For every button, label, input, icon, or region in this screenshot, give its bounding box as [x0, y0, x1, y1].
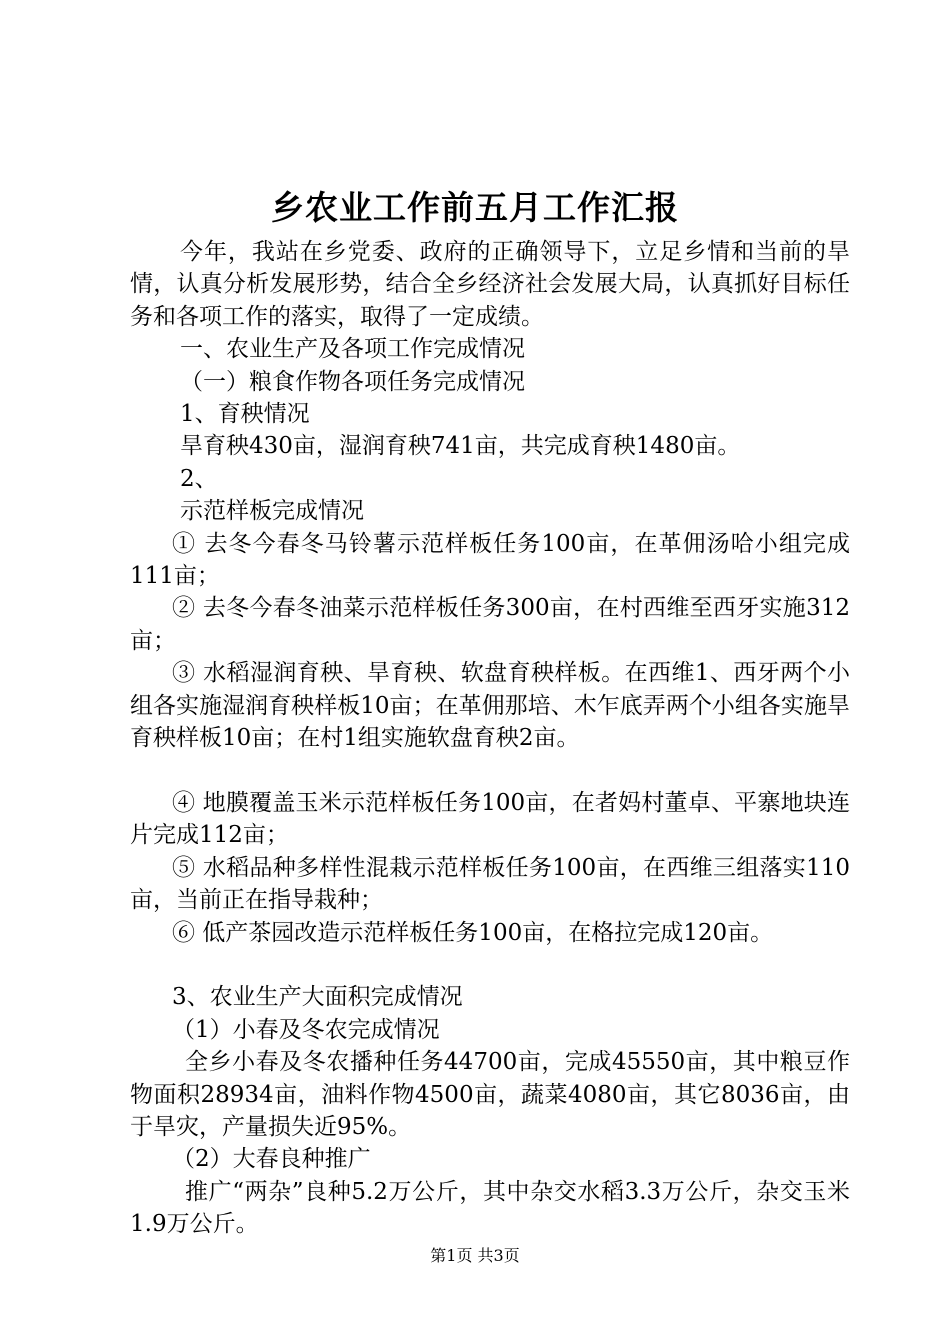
intro-paragraph: 今年，我站在乡党委、政府的正确领导下，立足乡情和当前的旱情，认真分析发展形势，结合全乡经济社会发展大局，认真抓好目标任务和各项工作的落实，取得了一定成绩。 — [130, 239, 850, 330]
item-heading: 1、育秧情况 — [180, 401, 310, 428]
item-heading: 示范样板完成情况 — [180, 498, 364, 525]
list-item: ③ 水稻湿润育秧、旱育秧、软盘育秧样板。在西维1、西牙两个小组各实施湿润育秧样板10亩；在革佣那培、木乍底弄两个小组各实施旱育秧样板10亩；在村1组实施软盘育秧2亩。 — [130, 660, 850, 752]
document-body — [130, 236, 850, 1241]
item-heading: 2、 — [180, 465, 218, 492]
document-title: 乡农业工作前五月工作汇报 — [271, 188, 679, 227]
body-paragraph: 旱育秧430亩，湿润育秧741亩，共完成育秧1480亩。 — [180, 433, 741, 460]
subitem-heading: （1）小春及冬农完成情况 — [172, 1016, 440, 1043]
paragraph-spacer — [130, 755, 850, 787]
subitem-heading: （2）大春良种推广 — [172, 1146, 371, 1173]
subsection-heading: （一）粮食作物各项任务完成情况 — [180, 368, 525, 395]
list-item: ② 去冬今春冬油菜示范样板任务300亩，在村西维至西牙实施312亩； — [130, 595, 850, 654]
body-paragraph: 推广“两杂”良种5.2万公斤，其中杂交水稻3.3万公斤，杂交玉米1.9万公斤。 — [130, 1178, 850, 1238]
list-item: ① 去冬今春冬马铃薯示范样板任务100亩，在革佣汤哈小组完成111亩； — [130, 530, 850, 590]
body-paragraph: 全乡小春及冬农播种任务44700亩，完成45550亩，其中粮豆作物面积28934亩，油料作物4500亩，蔬菜4080亩，其它8036亩，由于旱灾，产量损失近95%。 — [130, 1049, 850, 1140]
list-item: ⑥ 低产茶园改造示范样板任务100亩，在格拉完成120亩。 — [172, 919, 774, 946]
paragraph-spacer — [130, 949, 850, 981]
page-footer: 第1页 共3页 — [430, 1246, 520, 1265]
section-heading: 一、农业生产及各项工作完成情况 — [180, 336, 525, 363]
list-item: ④ 地膜覆盖玉米示范样板任务100亩，在者妈村董卓、平寨地块连片完成112亩； — [130, 789, 850, 849]
list-item: ⑤ 水稻品种多样性混栽示范样板任务100亩，在西维三组落实110亩，当前正在指导栽种； — [130, 854, 850, 914]
item-heading: 3、农业生产大面积完成情况 — [172, 984, 463, 1011]
